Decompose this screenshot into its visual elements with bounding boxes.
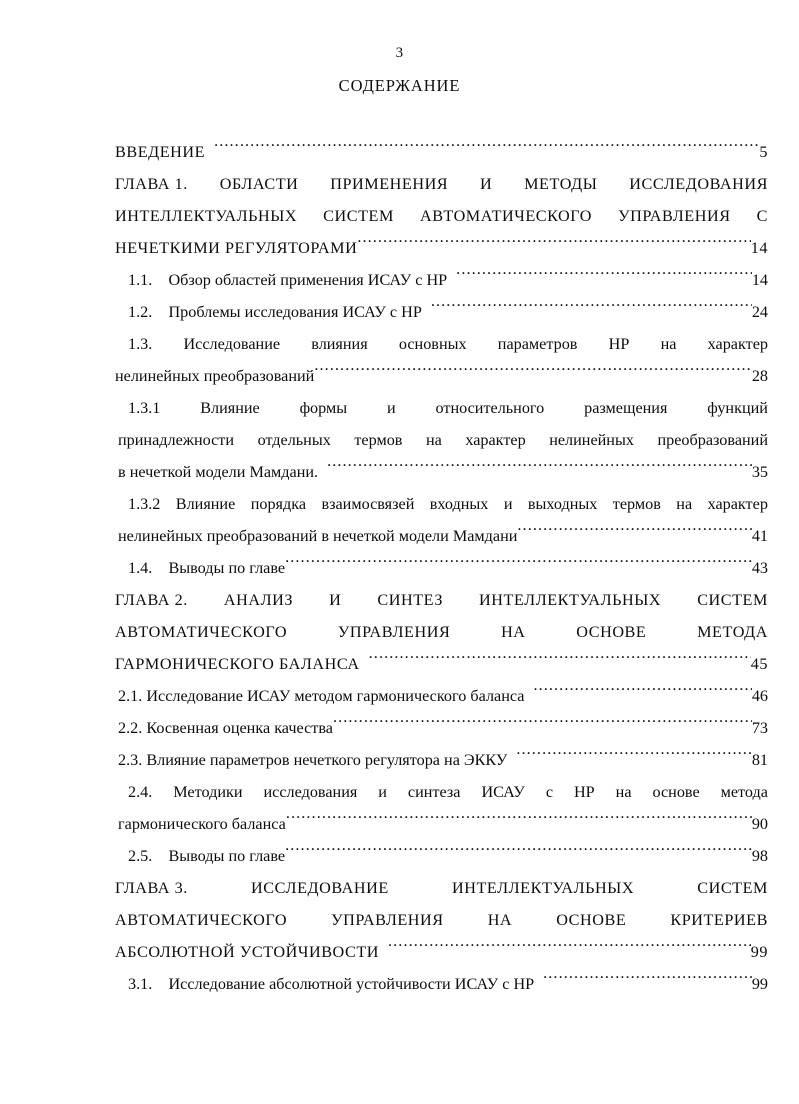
toc-word: формы <box>299 399 348 417</box>
toc-entry-label: гармонического баланса <box>118 815 286 833</box>
toc-word: УПРАВЛЕНИЯ <box>331 911 444 929</box>
toc-word: и <box>386 399 396 417</box>
toc-word: принадлежности <box>118 431 235 449</box>
toc-word: АНАЛИЗ <box>223 591 294 609</box>
toc-entry-page: 99 <box>751 975 768 993</box>
toc-entry-page: 28 <box>751 367 768 385</box>
toc-entry-page: 90 <box>751 815 768 833</box>
toc-word: ИССЛЕДОВАНИЕ <box>251 879 389 897</box>
toc-entry-1-4[interactable] <box>115 552 768 584</box>
toc-entry-page: 14 <box>751 271 768 289</box>
toc-word: на <box>615 783 632 801</box>
toc-word: ГЛАВА 3. <box>115 879 188 897</box>
toc-entry-1-3-line2[interactable] <box>115 360 768 392</box>
dot-leader <box>533 685 751 701</box>
toc-word: взаимосвязей <box>321 495 415 513</box>
toc-entry-2-5[interactable] <box>115 840 768 872</box>
toc-entry-page: 41 <box>751 527 768 545</box>
toc-entry-label: 2.5. Выводы по главе <box>128 847 286 865</box>
toc-word: НА <box>487 911 513 929</box>
toc-entry-1-2[interactable] <box>115 296 768 328</box>
toc-word: метода <box>720 783 768 801</box>
toc-entry-glava-3-line2[interactable] <box>115 904 768 936</box>
toc-entry-3-1[interactable] <box>115 968 768 1000</box>
toc-entry-glava-1-line2[interactable] <box>115 200 768 232</box>
toc-word: ИССЛЕДОВАНИЯ <box>629 175 768 193</box>
toc-word: термов <box>612 495 661 513</box>
toc-entry-label: нелинейных преобразований в нечеткой модели Мамдани <box>118 527 518 545</box>
toc-entry-label: АБСОЛЮТНОЙ УСТОЙЧИВОСТИ <box>115 943 380 961</box>
toc-word: входных <box>429 495 489 513</box>
toc-word: ПРИМЕНЕНИЯ <box>330 175 449 193</box>
toc-word: и <box>503 495 513 513</box>
toc-entry-page: 45 <box>750 655 768 673</box>
toc-word: синтеза <box>407 783 461 801</box>
toc-word: преобразований <box>657 431 768 449</box>
toc-word: функций <box>707 399 768 417</box>
toc-entry-page: 46 <box>751 687 768 705</box>
toc-word: основе <box>652 783 700 801</box>
toc-entry-page: 98 <box>751 847 768 865</box>
toc-entry-page: 73 <box>751 719 768 737</box>
toc-word: С <box>756 207 768 225</box>
toc-word: порядка <box>250 495 307 513</box>
toc-word: с <box>545 783 554 801</box>
toc-word: ИНТЕЛЛЕКТУАЛЬНЫХ <box>451 879 635 897</box>
toc-entry-glava-2-line2[interactable] <box>115 616 768 648</box>
page-title: СОДЕРЖАНИЕ <box>338 76 461 95</box>
toc-entry-label: нелинейных преобразований <box>115 367 315 385</box>
toc-entry-label: 2.3. Влияние параметров нечеткого регулятора на ЭККУ <box>118 751 508 769</box>
toc-word: УПРАВЛЕНИЯ <box>618 207 731 225</box>
toc-word: исследования <box>263 783 358 801</box>
toc-word: ОБЛАСТИ <box>219 175 299 193</box>
toc-word: НА <box>501 623 526 641</box>
toc-entry-2-1[interactable] <box>115 680 768 712</box>
dot-leader <box>456 269 752 285</box>
toc-word: отдельных <box>257 431 331 449</box>
toc-entry-1-3-1-line2[interactable] <box>115 424 768 456</box>
toc-word: СИНТЕЗ <box>377 591 443 609</box>
toc-entry-glava-2-line1[interactable] <box>115 584 768 616</box>
toc-word: и <box>378 783 387 801</box>
toc-entry-vvedenie[interactable] <box>115 136 768 168</box>
toc-word: Исследование <box>183 335 281 353</box>
toc-word: выходных <box>527 495 598 513</box>
dot-leader <box>327 461 752 477</box>
toc-word: АВТОМАТИЧЕСКОГО <box>419 207 593 225</box>
toc-word: И <box>480 175 493 193</box>
toc-entry-2-3[interactable] <box>115 744 768 776</box>
toc-entry-glava-3-line3[interactable] <box>115 936 768 968</box>
toc-entry-label: НЕЧЕТКИМИ РЕГУЛЯТОРАМИ <box>115 239 358 257</box>
toc-word: СИСТЕМ <box>323 207 394 225</box>
dot-leader <box>214 141 759 157</box>
toc-entry-page: 14 <box>750 239 768 257</box>
toc-entry-1-3-2-line2[interactable] <box>115 520 768 552</box>
toc-word: основных <box>398 335 467 353</box>
toc-word: СИСТЕМ <box>697 591 768 609</box>
toc-entry-1-3-line1[interactable] <box>115 328 768 360</box>
toc-word: Методики <box>173 783 243 801</box>
toc-entry-label: 1.4. Выводы по главе <box>128 559 286 577</box>
dot-leader <box>357 237 750 253</box>
dot-leader <box>285 845 752 861</box>
toc-entry-page: 81 <box>751 751 768 769</box>
toc-word: ОСНОВЕ <box>556 911 627 929</box>
dot-leader <box>517 525 751 541</box>
toc-word: АВТОМАТИЧЕСКОГО <box>115 623 288 641</box>
toc-entry-2-4-line1[interactable] <box>115 776 768 808</box>
toc-entry-page: 35 <box>751 463 768 481</box>
toc-entry-page: 99 <box>750 943 768 961</box>
toc-word: относительного <box>435 399 545 417</box>
toc-entry-label: ВВЕДЕНИЕ <box>115 143 206 161</box>
toc-word: Влияние <box>175 495 236 513</box>
dot-leader <box>333 717 752 733</box>
toc-word: И <box>329 591 342 609</box>
dot-leader <box>543 973 752 989</box>
toc-word: 1.3. <box>128 335 153 353</box>
toc-word: УПРАВЛЕНИЯ <box>337 623 451 641</box>
toc-entry-label: 1.2. Проблемы исследования ИСАУ с НР <box>128 303 422 321</box>
toc-entry-1-3-1-line1[interactable] <box>115 392 768 424</box>
toc-word: МЕТОДА <box>697 623 768 641</box>
toc-entry-page: 5 <box>759 143 768 161</box>
toc-word: МЕТОДЫ <box>524 175 598 193</box>
toc-word: Влияние <box>200 399 260 417</box>
toc-word: АВТОМАТИЧЕСКОГО <box>115 911 288 929</box>
toc-entry-1-3-2-line1[interactable] <box>115 488 768 520</box>
toc-word: на <box>425 431 442 449</box>
dot-leader <box>314 365 751 381</box>
dot-leader <box>286 813 752 829</box>
toc-entry-glava-3-line1[interactable] <box>115 872 768 904</box>
toc-word: ГЛАВА 1. <box>115 175 188 193</box>
toc-entry-glava-2-line3[interactable] <box>115 648 768 680</box>
toc-entry-2-4-line2[interactable] <box>115 808 768 840</box>
toc-word: характер <box>707 495 768 513</box>
toc-word: влияния <box>311 335 368 353</box>
table-of-contents <box>115 136 768 1000</box>
dot-leader <box>388 941 751 957</box>
toc-word: характер <box>465 431 526 449</box>
toc-word: характер <box>707 335 768 353</box>
toc-entry-glava-1-line3[interactable] <box>115 232 768 264</box>
toc-word: 1.3.1 <box>128 399 161 417</box>
toc-word: нелинейных <box>549 431 634 449</box>
toc-word: термов <box>354 431 403 449</box>
toc-entry-page: 43 <box>751 559 768 577</box>
toc-entry-label: ГАРМОНИЧЕСКОГО БАЛАНСА <box>115 655 360 673</box>
dot-leader <box>285 557 752 573</box>
toc-entry-label: 3.1. Исследование абсолютной устойчивости ИСАУ с НР <box>128 975 535 993</box>
dot-leader <box>369 653 751 669</box>
toc-word: НР <box>608 335 630 353</box>
toc-word: параметров <box>497 335 578 353</box>
toc-word: размещения <box>584 399 668 417</box>
toc-word: ОСНОВЕ <box>576 623 647 641</box>
toc-entry-label: 2.1. Исследование ИСАУ методом гармонического баланса <box>118 687 525 705</box>
toc-entry-page: 24 <box>751 303 768 321</box>
dot-leader <box>516 749 751 765</box>
toc-word: на <box>676 495 693 513</box>
toc-word: ИНТЕЛЛЕКТУАЛЬНЫХ <box>479 591 662 609</box>
toc-word: ИСАУ <box>481 783 525 801</box>
toc-word: ИНТЕЛЛЕКТУАЛЬНЫХ <box>115 207 298 225</box>
toc-entry-label: 2.2. Косвенная оценка качества <box>118 719 333 737</box>
toc-entry-label: в нечеткой модели Мамдани. <box>118 463 319 481</box>
toc-word: СИСТЕМ <box>697 879 768 897</box>
toc-word: на <box>660 335 677 353</box>
toc-entry-1-1[interactable] <box>115 264 768 296</box>
toc-entry-1-3-1-line3[interactable] <box>115 456 768 488</box>
toc-word: НР <box>573 783 595 801</box>
toc-word: КРИТЕРИЕВ <box>670 911 768 929</box>
toc-word: 2.4. <box>128 783 153 801</box>
dot-leader <box>431 301 752 317</box>
toc-entry-2-2[interactable] <box>115 712 768 744</box>
toc-word: 1.3.2 <box>128 495 161 513</box>
page-number: 3 <box>395 45 404 61</box>
toc-word: ГЛАВА 2. <box>115 591 188 609</box>
toc-entry-glava-1-line1[interactable] <box>115 168 768 200</box>
toc-entry-label: 1.1. Обзор областей применения ИСАУ с НР <box>128 271 448 289</box>
